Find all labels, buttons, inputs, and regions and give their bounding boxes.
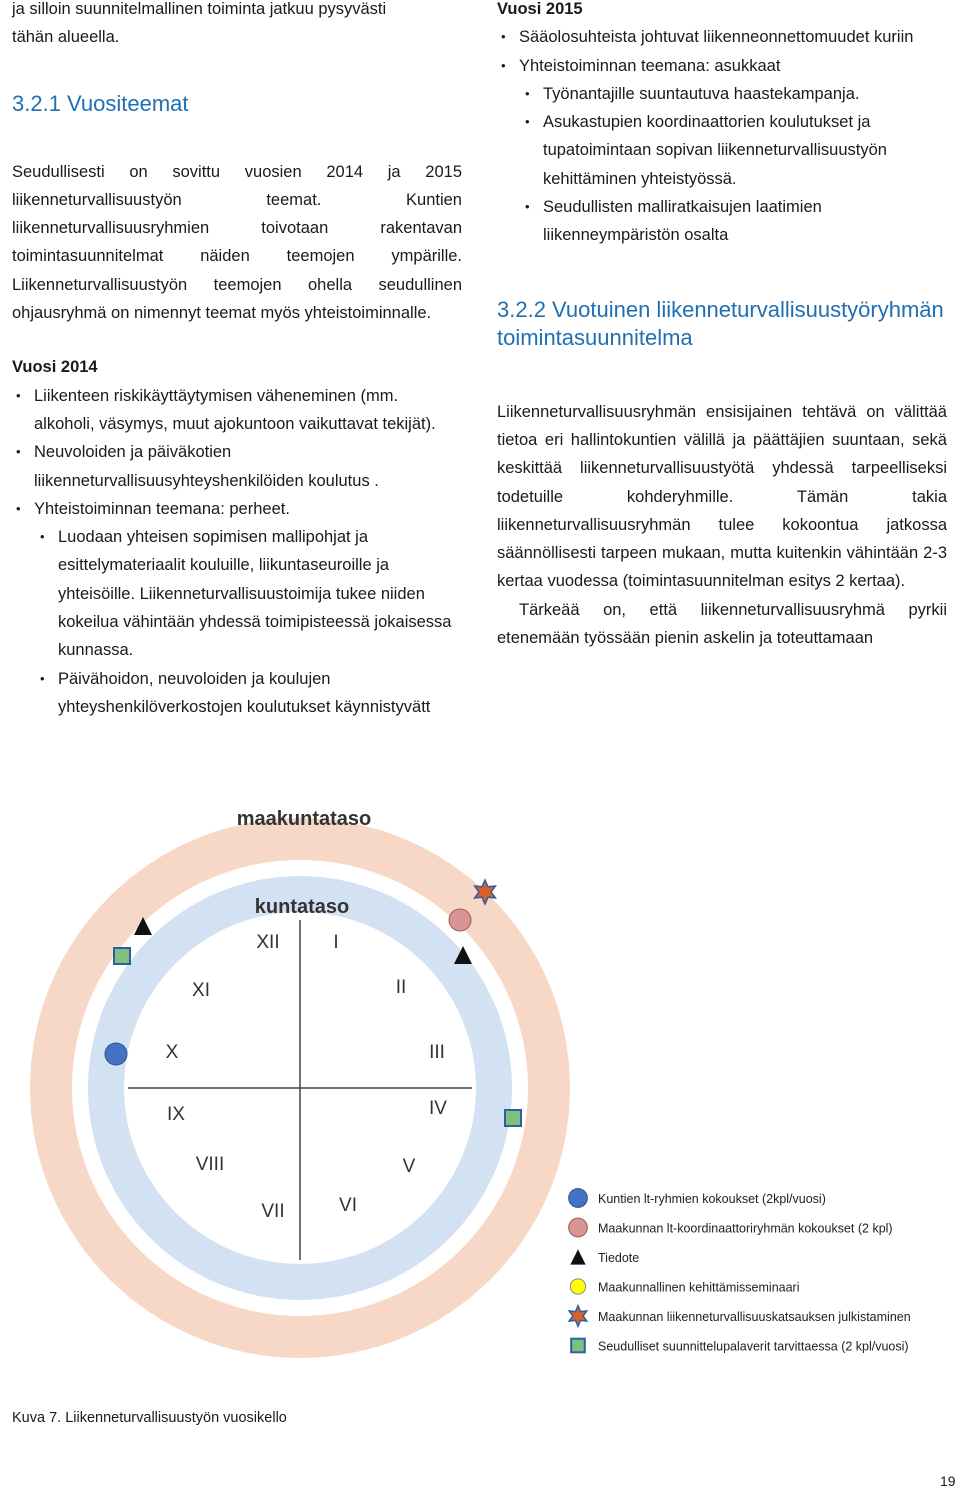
pink-circle-icon — [449, 909, 471, 931]
month-label: X — [165, 1042, 179, 1063]
blue-circle-icon — [569, 1189, 588, 1208]
list-item: • Yhteistoiminnan teemana: asukkaat — [497, 52, 947, 80]
paragraph: Liikenneturvallisuusryhmän ensisijainen tehtävä on välittää tietoa eri hallintokuntien välillä ja päättäjien suuntaan, sekä keskittää liikenneturvallisuustyötä yhdessä tarpeelliseksi todetuille kohderyhmille. Tämän takia liikenneturvallisuusryhmän tulee kokoontua jatkossa säännöllisesti tarpeen mukaan, mutta kuitenkin vähintään 2-3 kertaa vuodessa (toimintasuunnitelman esitys 2 kertaa). — [497, 402, 947, 591]
legend-label: Maakunnan liikenneturvallisuuskatsauksen julkistaminen — [598, 1310, 911, 1324]
month-label: V — [402, 1156, 416, 1177]
month-label: IX — [167, 1104, 185, 1125]
month-label: II — [395, 977, 407, 998]
blue-circle-icon — [105, 1043, 127, 1065]
annual-clock-svg — [0, 790, 960, 1390]
section-heading-3-2-1: 3.2.1 Vuositeemat — [12, 90, 189, 116]
sub-list-item: • Työnantajille suuntautuva haastekampanja. — [497, 80, 947, 108]
yellow-circle-icon — [570, 1279, 585, 1294]
figure-caption: Kuva 7. Liikenneturvallisuustyön vuosikello — [12, 1410, 287, 1426]
square-icon — [114, 948, 130, 964]
triangle-icon — [570, 1249, 585, 1264]
list-item: • Liikenteen riskikäyttäytymisen väheneminen (mm. alkoholi, väsymys, muut ajokuntoon vaikuttavat tekijät). — [12, 382, 462, 439]
month-label: XI — [192, 980, 210, 1001]
outer-label: maakuntataso — [236, 808, 372, 830]
right-column — [497, 0, 947, 652]
square-icon — [571, 1339, 585, 1353]
list-item: • Yhteistoiminnan teemana: perheet. — [12, 495, 462, 523]
left-column — [12, 0, 462, 721]
legend — [569, 1189, 911, 1354]
sub-list-item: • Seudullisten malliratkaisujen laatimien liikenneympäristön osalta — [497, 193, 947, 250]
year-2015-list — [497, 23, 947, 249]
list-item: • Sääolosuhteista johtuvat liikenneonnettomuudet kuriin — [497, 23, 947, 51]
month-label: VI — [339, 1195, 357, 1216]
legend-label: Kuntien lt-ryhmien kokoukset (2kpl/vuosi) — [598, 1192, 826, 1206]
annual-clock-figure — [0, 790, 960, 1390]
month-label: VII — [261, 1201, 285, 1222]
legend-label: Maakunnan lt-koordinaattoriryhmän kokoukset (2 kpl) — [598, 1221, 893, 1236]
sub-list-item: • Päivähoidon, neuvoloiden ja koulujen yhteyshenkilöverkostojen koulutukset käynnistyvätt — [12, 665, 462, 722]
sub-list-item: • Luodaan yhteisen sopimisen mallipohjat ja esittelymateriaalit kouluille, liikuntaseuroille ja yhteisöille. Liikenneturvallisuustoimija tukee niiden kokeilua vähintään yhdessä toimipisteessä jokaisessa kunnassa. — [12, 523, 462, 664]
square-icon — [505, 1110, 521, 1126]
paragraph: Tärkeää on, että liikenneturvallisuusryhmä pyrkii etenemään työssään pienin askelin ja toteuttamaan — [497, 600, 947, 648]
month-label: IV — [429, 1098, 447, 1119]
month-label: XII — [256, 932, 280, 953]
legend-label: Maakunnallinen kehittämisseminaari — [598, 1280, 800, 1295]
pink-circle-icon — [569, 1218, 588, 1237]
section-heading-3-2-2: 3.2.2 Vuotuinen liikenneturvallisuustyöryhmän toimintasuunnitelma — [497, 296, 944, 350]
list-item: • Neuvoloiden ja päiväkotien liikenneturvallisuusyhteyshenkilöiden koulutus . — [12, 438, 462, 495]
month-label: I — [333, 932, 339, 953]
month-label: III — [429, 1042, 445, 1063]
year-2015-heading: Vuosi 2015 — [497, 0, 583, 18]
year-2014-heading: Vuosi 2014 — [12, 358, 98, 377]
page-number: 19 — [940, 1473, 956, 1489]
year-2014-list — [12, 382, 462, 722]
intro-paragraph: Seudullisesti on sovittu vuosien 2014 ja 2015 liikenneturvallisuustyön teemat. Kuntien liikenneturvallisuusryhmien toivotaan rakentavan toimintasuunnitelmat näiden teemojen ympärille. Liikenneturvallisuustyön teemojen ohella seudullinen ohjausryhmä on nimennyt teemat myös yhteistoiminnalle. — [12, 162, 462, 323]
legend-label: Seudulliset suunnittelupalaverit tarvittaessa (2 kpl/vuosi) — [598, 1339, 909, 1354]
month-label: VIII — [195, 1154, 225, 1175]
intro-line-2: tähän alueella. — [12, 28, 120, 47]
star-icon — [569, 1306, 587, 1326]
intro-line-1: ja silloin suunnitelmallinen toiminta jatkuu pysyvästi — [12, 0, 387, 18]
sub-list-item: • Asukastupien koordinaattorien koulutukset ja tupatoimintaan sopivan liikenneturvallisuustyön kehittäminen yhteistyössä. — [497, 108, 947, 193]
legend-label: Tiedote — [598, 1251, 640, 1265]
inner-label: kuntataso — [254, 896, 350, 918]
